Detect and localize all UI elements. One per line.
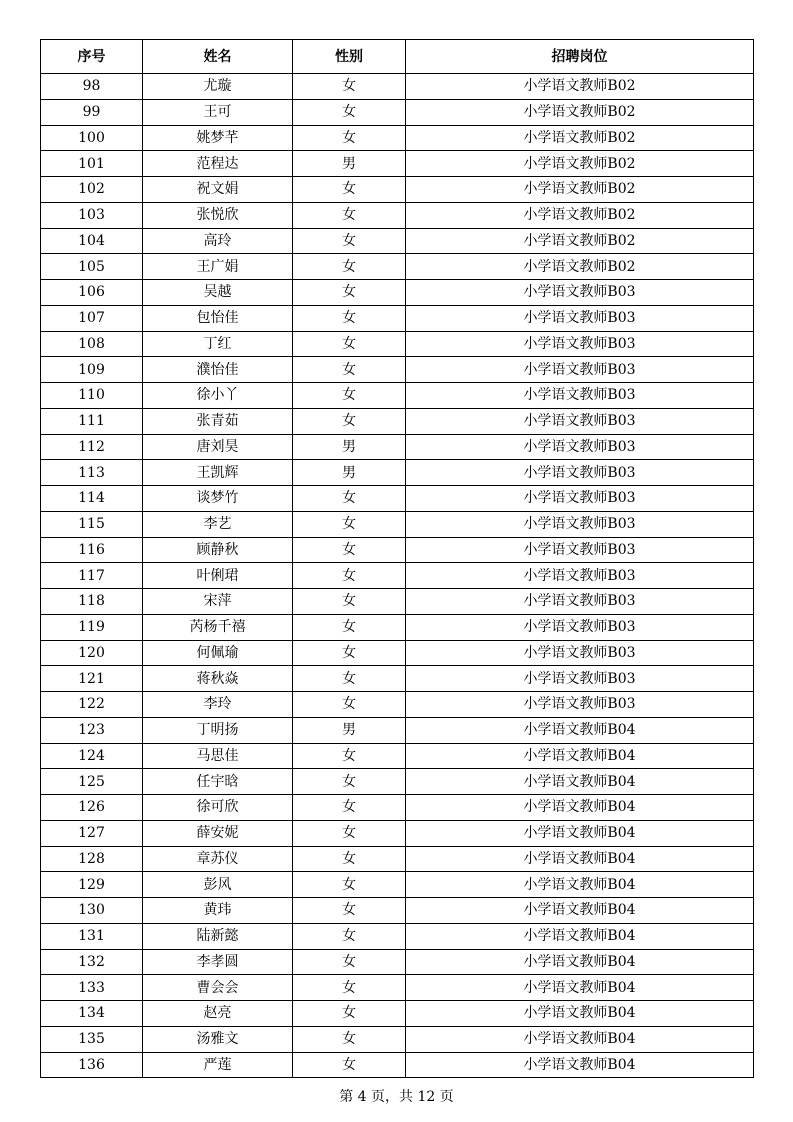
cell-position: 小学语文教师B02	[406, 228, 754, 254]
cell-index: 135	[41, 1026, 143, 1052]
cell-position: 小学语文教师B03	[406, 408, 754, 434]
cell-position: 小学语文教师B03	[406, 305, 754, 331]
table-row	[41, 1026, 754, 1052]
cell-name: 濮怡佳	[143, 357, 293, 383]
cell-gender: 女	[293, 537, 406, 563]
cell-gender: 女	[293, 1052, 406, 1078]
cell-position: 小学语文教师B03	[406, 460, 754, 486]
cell-index: 98	[41, 74, 143, 100]
cell-index: 127	[41, 820, 143, 846]
cell-index: 117	[41, 563, 143, 589]
cell-index: 107	[41, 305, 143, 331]
cell-gender: 女	[293, 872, 406, 898]
table-row	[41, 228, 754, 254]
cell-index: 110	[41, 383, 143, 409]
cell-gender: 男	[293, 434, 406, 460]
cell-name: 李玲	[143, 692, 293, 718]
table-row	[41, 383, 754, 409]
cell-name: 王广娟	[143, 254, 293, 280]
cell-index: 108	[41, 331, 143, 357]
cell-name: 包怡佳	[143, 305, 293, 331]
table-row	[41, 151, 754, 177]
cell-position: 小学语文教师B03	[406, 640, 754, 666]
cell-index: 124	[41, 743, 143, 769]
table-row	[41, 717, 754, 743]
cell-gender: 女	[293, 331, 406, 357]
cell-position: 小学语文教师B03	[406, 589, 754, 615]
cell-name: 谈梦竹	[143, 486, 293, 512]
cell-index: 102	[41, 177, 143, 203]
table-row	[41, 511, 754, 537]
cell-gender: 男	[293, 460, 406, 486]
table-row	[41, 795, 754, 821]
cell-name: 宋萍	[143, 589, 293, 615]
table-row	[41, 769, 754, 795]
table-row	[41, 898, 754, 924]
cell-position: 小学语文教师B03	[406, 666, 754, 692]
table-row	[41, 692, 754, 718]
cell-name: 李孝圆	[143, 949, 293, 975]
table-row	[41, 125, 754, 151]
cell-position: 小学语文教师B03	[406, 331, 754, 357]
cell-index: 116	[41, 537, 143, 563]
cell-gender: 女	[293, 563, 406, 589]
cell-index: 133	[41, 975, 143, 1001]
page-number: 第 4 页，共 12 页	[339, 1089, 454, 1105]
cell-gender: 女	[293, 254, 406, 280]
cell-gender: 男	[293, 717, 406, 743]
cell-index: 104	[41, 228, 143, 254]
cell-gender: 女	[293, 923, 406, 949]
cell-gender: 女	[293, 177, 406, 203]
cell-index: 103	[41, 202, 143, 228]
cell-position: 小学语文教师B04	[406, 949, 754, 975]
table-header-row	[41, 40, 754, 74]
cell-name: 陆新懿	[143, 923, 293, 949]
cell-gender: 女	[293, 769, 406, 795]
header-index: 序号	[41, 40, 143, 74]
cell-name: 严莲	[143, 1052, 293, 1078]
cell-gender: 女	[293, 666, 406, 692]
cell-position: 小学语文教师B04	[406, 795, 754, 821]
cell-index: 105	[41, 254, 143, 280]
cell-index: 129	[41, 872, 143, 898]
cell-gender: 女	[293, 486, 406, 512]
header-gender: 性别	[293, 40, 406, 74]
cell-index: 126	[41, 795, 143, 821]
cell-position: 小学语文教师B03	[406, 434, 754, 460]
cell-position: 小学语文教师B03	[406, 357, 754, 383]
cell-position: 小学语文教师B02	[406, 202, 754, 228]
table-body	[41, 74, 754, 1078]
cell-index: 136	[41, 1052, 143, 1078]
cell-gender: 女	[293, 383, 406, 409]
cell-gender: 女	[293, 511, 406, 537]
cell-position: 小学语文教师B02	[406, 125, 754, 151]
table-row	[41, 1052, 754, 1078]
cell-gender: 女	[293, 74, 406, 100]
table-row	[41, 254, 754, 280]
table-row	[41, 408, 754, 434]
roster-table	[40, 39, 754, 1078]
cell-index: 130	[41, 898, 143, 924]
table-row	[41, 923, 754, 949]
cell-gender: 女	[293, 228, 406, 254]
cell-gender: 女	[293, 692, 406, 718]
cell-name: 唐刘昊	[143, 434, 293, 460]
cell-gender: 女	[293, 949, 406, 975]
cell-position: 小学语文教师B04	[406, 975, 754, 1001]
cell-name: 任宇晗	[143, 769, 293, 795]
cell-position: 小学语文教师B03	[406, 614, 754, 640]
cell-name: 丁明扬	[143, 717, 293, 743]
cell-name: 王凯辉	[143, 460, 293, 486]
cell-name: 马思佳	[143, 743, 293, 769]
table-row	[41, 202, 754, 228]
cell-position: 小学语文教师B04	[406, 820, 754, 846]
cell-position: 小学语文教师B04	[406, 846, 754, 872]
table-row	[41, 537, 754, 563]
cell-name: 芮杨千禧	[143, 614, 293, 640]
cell-index: 122	[41, 692, 143, 718]
cell-position: 小学语文教师B03	[406, 383, 754, 409]
table-row	[41, 460, 754, 486]
table-row	[41, 434, 754, 460]
table-row	[41, 846, 754, 872]
cell-position: 小学语文教师B04	[406, 1052, 754, 1078]
cell-gender: 女	[293, 99, 406, 125]
cell-position: 小学语文教师B04	[406, 717, 754, 743]
table-row	[41, 563, 754, 589]
cell-name: 尤璇	[143, 74, 293, 100]
table-row	[41, 305, 754, 331]
cell-gender: 女	[293, 408, 406, 434]
table-row	[41, 743, 754, 769]
cell-index: 131	[41, 923, 143, 949]
table-row	[41, 872, 754, 898]
cell-index: 134	[41, 1001, 143, 1027]
table-row	[41, 640, 754, 666]
cell-gender: 女	[293, 305, 406, 331]
cell-index: 118	[41, 589, 143, 615]
cell-index: 101	[41, 151, 143, 177]
cell-position: 小学语文教师B04	[406, 769, 754, 795]
cell-position: 小学语文教师B03	[406, 692, 754, 718]
cell-name: 彭风	[143, 872, 293, 898]
table-row	[41, 589, 754, 615]
cell-name: 姚梦芊	[143, 125, 293, 151]
cell-name: 王可	[143, 99, 293, 125]
cell-index: 106	[41, 280, 143, 306]
cell-name: 祝文娟	[143, 177, 293, 203]
cell-name: 徐可欣	[143, 795, 293, 821]
table-row	[41, 975, 754, 1001]
header-name: 姓名	[143, 40, 293, 74]
cell-index: 115	[41, 511, 143, 537]
cell-position: 小学语文教师B04	[406, 872, 754, 898]
cell-position: 小学语文教师B02	[406, 177, 754, 203]
cell-name: 薛安妮	[143, 820, 293, 846]
cell-gender: 女	[293, 280, 406, 306]
cell-gender: 女	[293, 202, 406, 228]
cell-index: 100	[41, 125, 143, 151]
cell-gender: 女	[293, 743, 406, 769]
cell-name: 高玲	[143, 228, 293, 254]
cell-position: 小学语文教师B04	[406, 923, 754, 949]
table-row	[41, 666, 754, 692]
cell-gender: 女	[293, 898, 406, 924]
cell-index: 121	[41, 666, 143, 692]
table-row	[41, 614, 754, 640]
cell-index: 114	[41, 486, 143, 512]
cell-name: 范程达	[143, 151, 293, 177]
cell-position: 小学语文教师B02	[406, 151, 754, 177]
table-row	[41, 99, 754, 125]
cell-name: 丁红	[143, 331, 293, 357]
cell-index: 128	[41, 846, 143, 872]
cell-name: 蒋秋焱	[143, 666, 293, 692]
cell-name: 赵亮	[143, 1001, 293, 1027]
cell-index: 113	[41, 460, 143, 486]
cell-position: 小学语文教师B02	[406, 74, 754, 100]
cell-gender: 女	[293, 820, 406, 846]
cell-position: 小学语文教师B02	[406, 254, 754, 280]
cell-position: 小学语文教师B03	[406, 280, 754, 306]
cell-position: 小学语文教师B04	[406, 1026, 754, 1052]
cell-gender: 女	[293, 846, 406, 872]
cell-name: 张悦欣	[143, 202, 293, 228]
cell-gender: 女	[293, 125, 406, 151]
cell-index: 123	[41, 717, 143, 743]
cell-gender: 女	[293, 795, 406, 821]
cell-name: 叶俐珺	[143, 563, 293, 589]
header-position: 招聘岗位	[406, 40, 754, 74]
cell-index: 99	[41, 99, 143, 125]
cell-gender: 女	[293, 614, 406, 640]
table-row	[41, 1001, 754, 1027]
table-row	[41, 949, 754, 975]
cell-position: 小学语文教师B04	[406, 743, 754, 769]
cell-index: 132	[41, 949, 143, 975]
cell-index: 120	[41, 640, 143, 666]
cell-position: 小学语文教师B03	[406, 511, 754, 537]
cell-name: 顾静秋	[143, 537, 293, 563]
cell-name: 吴越	[143, 280, 293, 306]
cell-gender: 女	[293, 589, 406, 615]
cell-name: 章苏仪	[143, 846, 293, 872]
table-row	[41, 177, 754, 203]
cell-index: 109	[41, 357, 143, 383]
cell-name: 黄玮	[143, 898, 293, 924]
cell-position: 小学语文教师B03	[406, 563, 754, 589]
cell-name: 徐小丫	[143, 383, 293, 409]
table-row	[41, 357, 754, 383]
table-row	[41, 331, 754, 357]
cell-gender: 男	[293, 151, 406, 177]
cell-gender: 女	[293, 975, 406, 1001]
cell-index: 112	[41, 434, 143, 460]
cell-gender: 女	[293, 357, 406, 383]
table-row	[41, 74, 754, 100]
cell-position: 小学语文教师B03	[406, 537, 754, 563]
cell-index: 125	[41, 769, 143, 795]
cell-name: 汤雅文	[143, 1026, 293, 1052]
cell-position: 小学语文教师B03	[406, 486, 754, 512]
table-row	[41, 280, 754, 306]
cell-name: 张青茹	[143, 408, 293, 434]
cell-name: 李艺	[143, 511, 293, 537]
cell-position: 小学语文教师B04	[406, 1001, 754, 1027]
cell-name: 曹会会	[143, 975, 293, 1001]
cell-name: 何佩瑜	[143, 640, 293, 666]
cell-index: 111	[41, 408, 143, 434]
cell-position: 小学语文教师B02	[406, 99, 754, 125]
table-row	[41, 820, 754, 846]
cell-position: 小学语文教师B04	[406, 898, 754, 924]
cell-gender: 女	[293, 640, 406, 666]
table-row	[41, 486, 754, 512]
cell-gender: 女	[293, 1026, 406, 1052]
cell-gender: 女	[293, 1001, 406, 1027]
cell-index: 119	[41, 614, 143, 640]
